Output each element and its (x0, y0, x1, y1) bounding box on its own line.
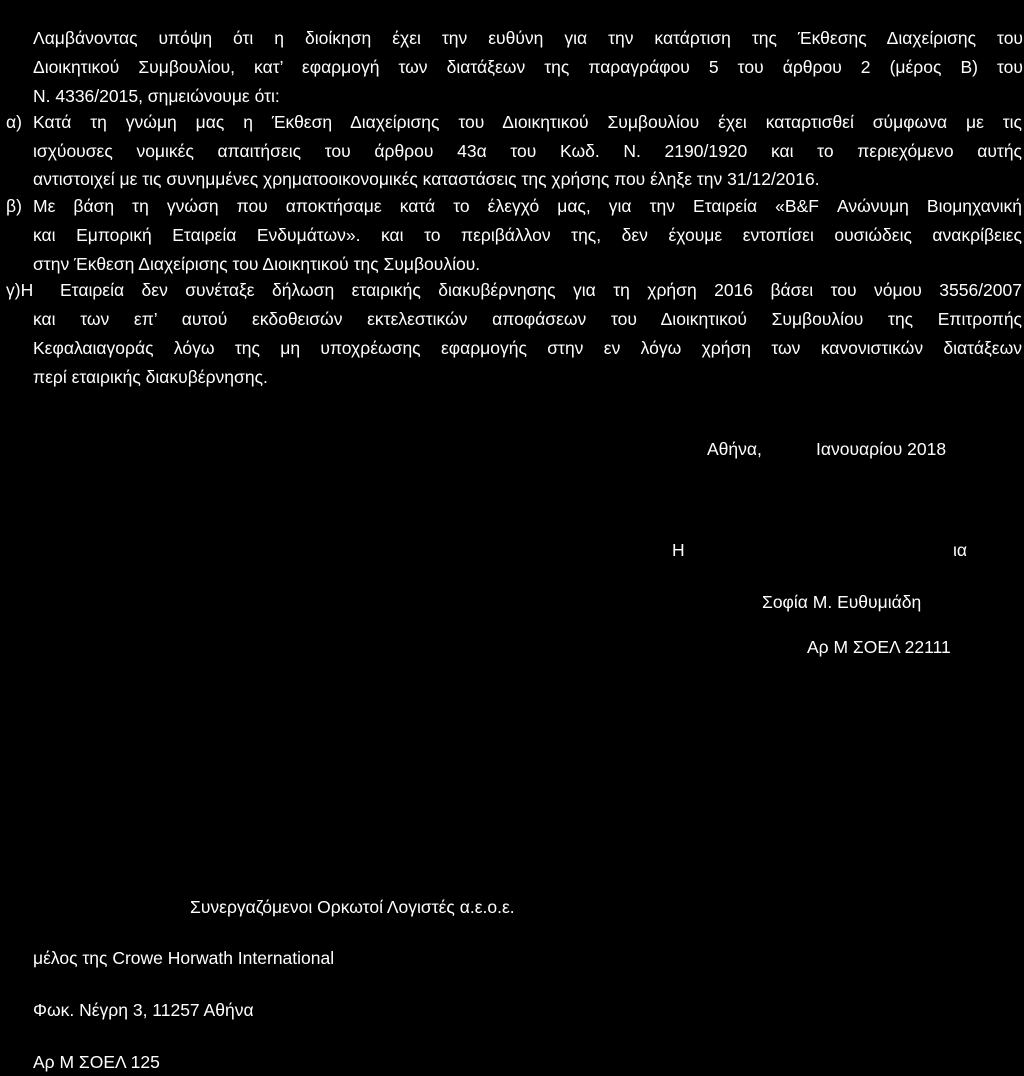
firm-name: Συνεργαζόμενοι Ορκωτοί Λογιστές α.ε.ο.ε. (190, 897, 515, 917)
intro-line-3: Ν. 4336/2015, σημειώνουμε ότι: (33, 86, 280, 106)
firm-registration: Αρ Μ ΣΟΕΛ 125 (33, 1052, 160, 1072)
finding-a-line-2: ισχύουσες νομικές απαιτήσεις του άρθρου 43α του Κωδ. Ν. 2190/1920 και το περιεχόμενο αυτής (33, 141, 1022, 161)
signature-date: Ιανουαρίου 2018 (816, 439, 947, 459)
finding-c-line-3: Κεφαλαιαγοράς λόγω της μη υποχρέωσης εφαρμογής στην εν λόγω χρήση των κανονιστικών διατάξεων (33, 338, 1022, 358)
finding-a-label: α) (6, 112, 22, 132)
signer-name: Σοφία Μ. Ευθυμιάδη (762, 592, 922, 612)
finding-c-line-1: Εταιρεία δεν συνέταξε δήλωση εταιρικής διακυβέρνησης για τη χρήση 2016 βάσει του νόμου 3556/2007 (60, 280, 1022, 300)
signature-role-end: ια (953, 540, 968, 560)
finding-c-label: γ)Η (6, 280, 34, 300)
finding-b-label: β) (6, 196, 22, 216)
finding-b-line-1: Με βάση τη γνώση που αποκτήσαμε κατά το έλεγχό μας, για την Εταιρεία «B&F Ανώνυμη Βιομηχανική (33, 196, 1022, 216)
signature-role-start: Η (672, 540, 685, 560)
finding-c-line-4: περί εταιρικής διακυβέρνησης. (33, 367, 268, 387)
intro-line-2: Διοικητικού Συμβουλίου, κατ’ εφαρμογή των διατάξεων της παραγράφου 5 του άρθρου 2 (μέρος Β) του (33, 57, 1023, 77)
finding-a-line-3: αντιστοιχεί με τις συνημμένες χρηματοοικονομικές καταστάσεις της χρήσης που έληξε την 31/12/2016. (33, 169, 820, 189)
finding-c-line-2: και των επ’ αυτού εκδοθεισών εκτελεστικών αποφάσεων του Διοικητικού Συμβουλίου της Επιτροπής (33, 309, 1022, 329)
signature-place: Αθήνα, (707, 439, 762, 459)
finding-b-line-2: και Εμπορική Εταιρεία Ενδυμάτων». και το περιβάλλον της, δεν έχουμε εντοπίσει ουσιώδεις ανακρίβειες (33, 225, 1022, 245)
firm-membership: μέλος της Crowe Horwath International (33, 948, 335, 968)
firm-address: Φωκ. Νέγρη 3, 11257 Αθήνα (33, 1000, 254, 1020)
signer-registration: Αρ Μ ΣΟΕΛ 22111 (807, 637, 951, 657)
finding-b-line-3: στην Έκθεση Διαχείρισης του Διοικητικού της Συμβουλίου. (33, 254, 481, 274)
finding-a-line-1: Κατά τη γνώμη μας η Έκθεση Διαχείρισης του Διοικητικού Συμβουλίου έχει καταρτισθεί σύμφωνα με τις (33, 112, 1022, 132)
intro-line-1: Λαμβάνοντας υπόψη ότι η διοίκηση έχει την ευθύνη για την κατάρτιση της Έκθεσης Διαχείρισης του (33, 28, 1023, 48)
